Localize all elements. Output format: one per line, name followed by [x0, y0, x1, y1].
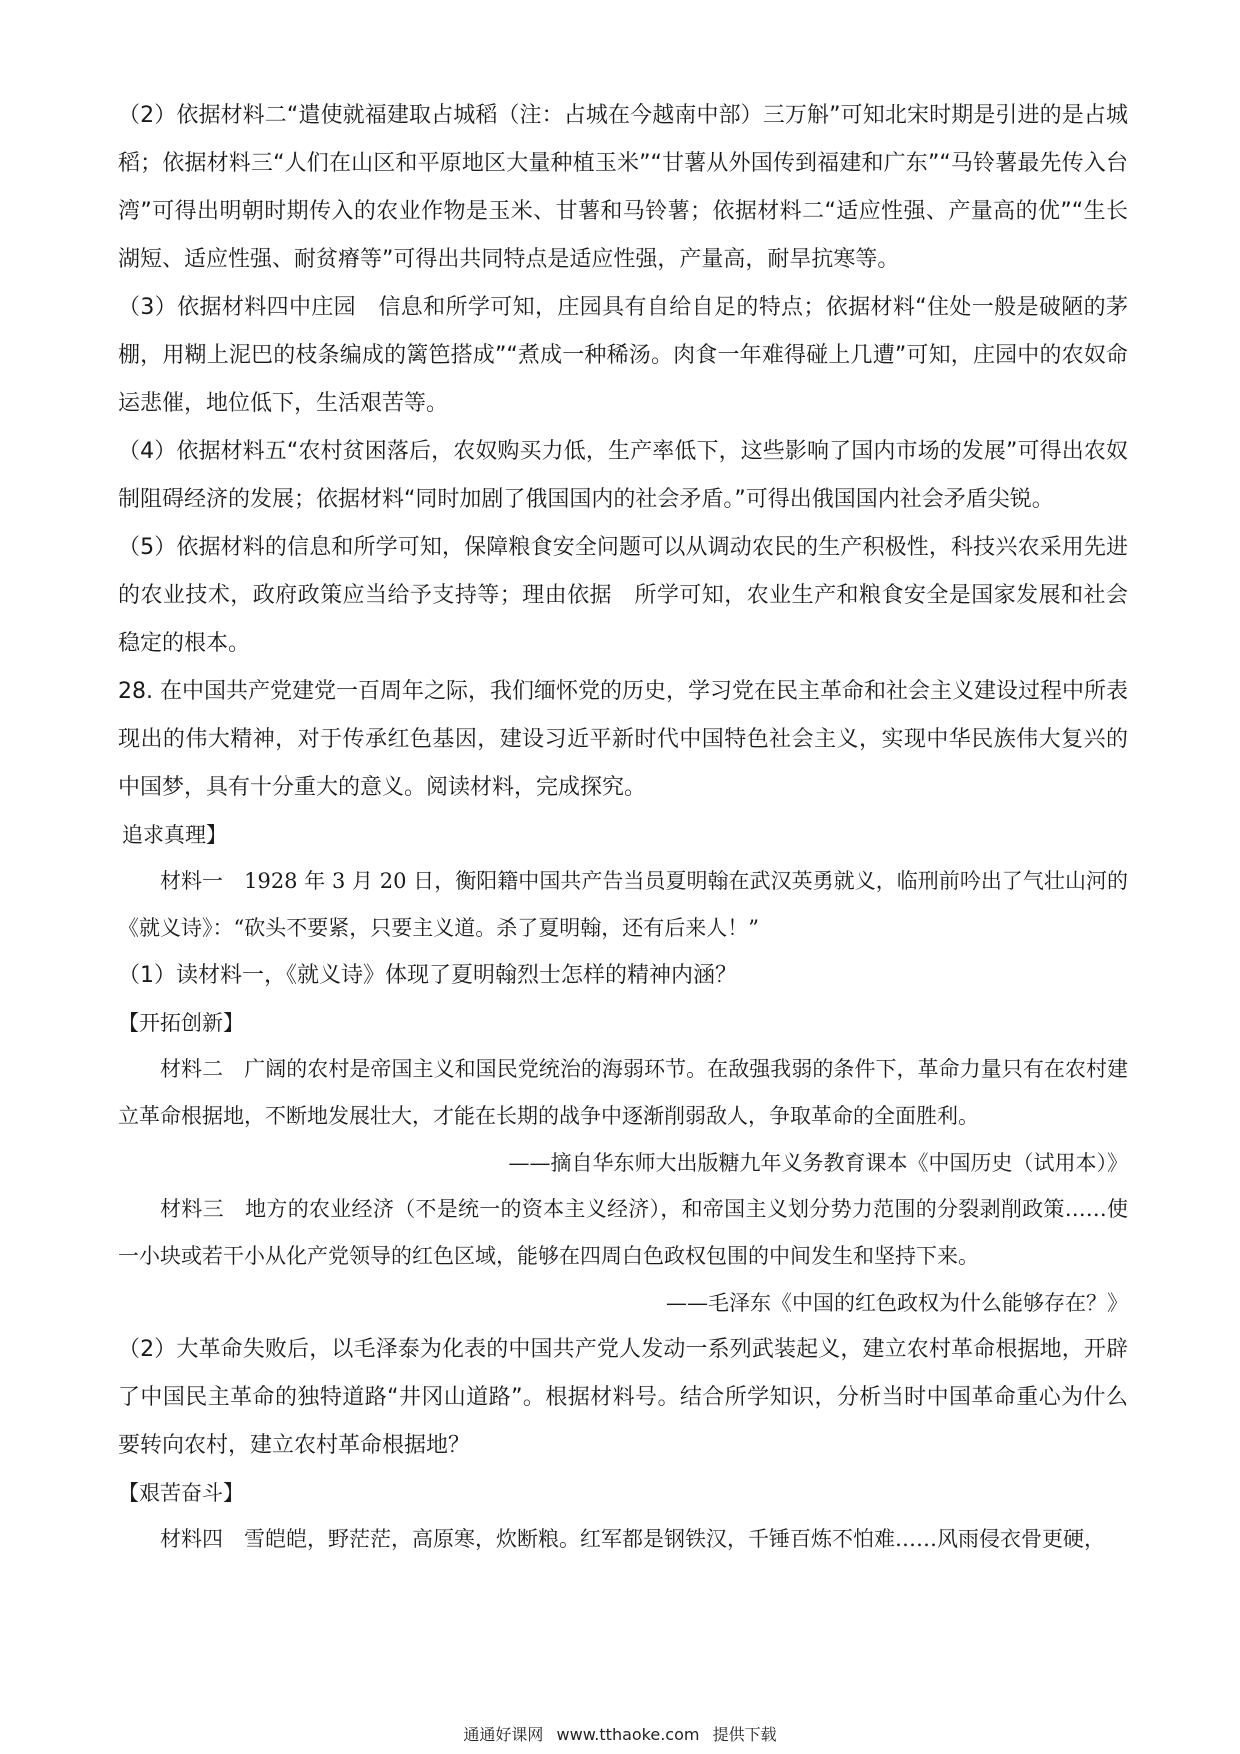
answer-paragraph-2: （2）依据材料二“遣使就福建取占城稻（注：占城在今越南中部）三万斛”可知北宋时期是引进的是占城稻；依据材料三“人们在山区和平原地区大量种植玉米”“甘薯从外国传到福建和广东”“马铃薯最先传入台湾”可得出明朝时期传入的农业作物是玉米、甘薯和马铃薯；依据材料二“适应性强、产量高的优”“生长湖短、适应性强、耐贫瘠等”可得出共同特点是适应性强，产量高，耐旱抗寒等。 — [118, 103, 1128, 272]
footer-note: 提供下载 — [712, 1725, 777, 1744]
answer-paragraph-4: （4）依据材料五“农村贫困落后，农奴购买力低，生产率低下，这些影响了国内市场的发展”可得出农奴制阻碍经济的发展；依据材料“同时加剧了俄国国内的社会矛盾。”可得出俄国国内社会矛盾尖锐。 — [118, 439, 1128, 512]
question-28-stem: 28. 在中国共产党建党一百周年之际，我们缅怀党的历史，学习党在民主革命和社会主义建设过程中所表现出的伟大精神，对于传承红色基因，建设习近平新时代中国特色社会主义，实现中华民族伟大复兴的中国梦，具有十分重大的意义。阅读材料，完成探究。 — [118, 679, 1128, 800]
footer-site-name: 通通好课网 — [463, 1725, 544, 1744]
section-heading-innovation: 【开拓创新】 — [118, 1011, 244, 1035]
material-three: 材料三 地方的农业经济（不是统一的资本主义经济），和帝国主义划分势力范围的分裂剥削政策……使一小块或若干小从化产党领导的红色区域，能够在四周白色政权包围的中间发生和坚持下来。 — [118, 1197, 1128, 1268]
answer-paragraph-3: （3）依据材料四中庄园 信息和所学可知，庄园具有自给自足的特点；依据材料“住处一般是破陋的茅棚，用糊上泥巴的枝条编成的篱笆搭成”“煮成一种稀汤。肉食一年难得碰上几遭”可知，庄园中的农奴命运悲催，地位低下，生活艰苦等。 — [118, 295, 1128, 416]
material-three-source: ——毛泽东《中国的红色政权为什么能够存在？》 — [666, 1291, 1128, 1315]
material-one: 材料一 1928 年 3 月 20 日，衡阳籍中国共产告当员夏明翰在武汉英勇就义，临刑前吟出了气壮山河的《就义诗》：“砍头不要紧，只要主义道。杀了夏明翰，还有后来人！” — [118, 869, 1128, 940]
material-two: 材料二 广阔的农村是帝国主义和国民党统治的海弱环节。在敌强我弱的条件下，革命力量只有在农村建立革命根据地，不断地发展壮大，才能在长期的战争中逐渐削弱敌人，争取革命的全面胜利。 — [118, 1057, 1128, 1128]
page-footer — [0, 1722, 1240, 1745]
answer-paragraph-5: （5）依据材料的信息和所学可知，保障粮食安全问题可以从调动农民的生产积极性，科技兴农采用先进的农业技术，政府政策应当给予支持等；理由依据 所学可知，农业生产和粮食安全是国家发展和社会稳定的根本。 — [118, 535, 1128, 656]
sub-question-2: （2）大革命失败后，以毛泽泰为化表的中国共产党人发动一系列武装起义，建立农村革命根据地，开辟了中国民主革命的独特道路“井冈山道路”。根据材料号。结合所学知识，分析当时中国革命重心为什么要转向农村，建立农村革命根据地？ — [118, 1337, 1128, 1458]
footer-url: www.tthaoke.com — [556, 1725, 700, 1744]
sub-question-1: （1）读材料一，《就义诗》体现了夏明翰烈士怎样的精神内涵？ — [118, 963, 737, 988]
material-two-source: ——摘自华东师大出版糖九年义务教育课本《中国历史（试用本）》 — [508, 1151, 1128, 1175]
section-heading-truth: 追求真理】 — [122, 823, 227, 847]
material-four: 材料四 雪皑皑，野茫茫，高原寒，炊断粮。红军都是钢铁汉，千锤百炼不怕难……风雨侵衣骨更硬， — [160, 1527, 1105, 1551]
section-heading-hardship: 【艰苦奋斗】 — [118, 1481, 244, 1505]
page-content — [118, 92, 1128, 1563]
